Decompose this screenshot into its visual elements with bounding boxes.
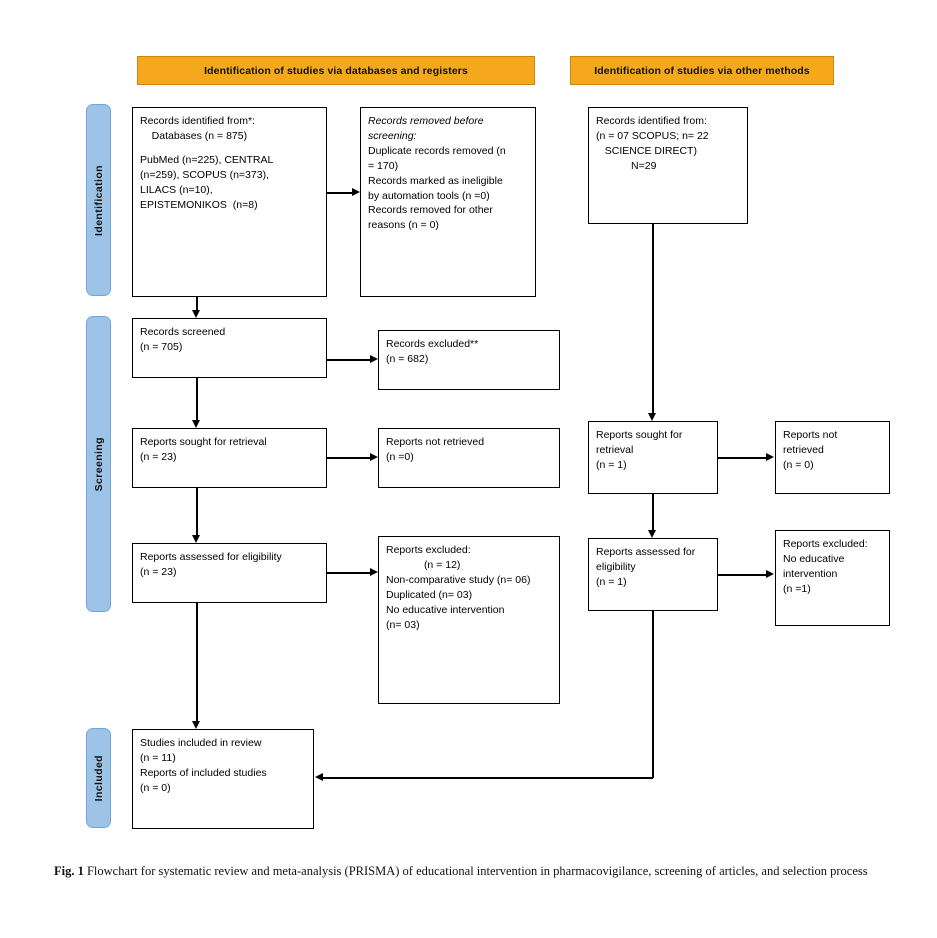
box-line: (n=259), SCOPUS (n=373), (140, 168, 269, 181)
box-line: Non-comparative study (n= 06) (386, 573, 531, 586)
box-line: Reports excluded: (386, 544, 471, 556)
box-line: (n = 23) (140, 450, 177, 463)
arrowhead-identified-to-removed (352, 188, 360, 196)
connector-other-sought-to-assessed (652, 494, 654, 530)
connector-other-assessed-to-included (323, 777, 653, 779)
header-other-methods-label: Identification of studies via other methods (594, 64, 810, 77)
box-line: screening: (368, 129, 417, 142)
box-records-removed (360, 107, 536, 297)
stage-label-included-text: Included (92, 754, 105, 802)
box-line: (n = 0) (140, 781, 171, 794)
box-line: reasons (n = 0) (368, 219, 439, 232)
box-line: (n = 07 SCOPUS; n= 22 (596, 129, 709, 142)
header-databases-registers (137, 56, 535, 85)
stage-label-identification-text: Identification (92, 164, 105, 236)
arrowhead-other-identified-to-sought (648, 413, 656, 421)
box-other-reports-not-retrieved (775, 421, 890, 494)
box-records-identified (132, 107, 327, 297)
box-reports-excluded (378, 536, 560, 704)
box-spacer (140, 144, 319, 153)
box-line: Records marked as ineligible (368, 174, 503, 187)
box-line: No educative intervention (386, 603, 505, 616)
figure-caption-text: Flowchart for systematic review and meta-analysis (PRISMA) of educational intervention in pharmacovigilance, screening of articles, and selection process (86, 864, 868, 878)
box-line: intervention (783, 567, 838, 580)
box-line: Records removed for other (368, 204, 493, 217)
box-line: Databases (n = 875) (140, 129, 248, 142)
box-line: (n = 12) (386, 558, 461, 571)
box-line: Reports assessed for (596, 546, 696, 558)
box-line: eligibility (596, 560, 636, 573)
box-line: Records identified from*: (140, 115, 255, 127)
box-line: PubMed (n=225), CENTRAL (140, 153, 274, 166)
box-line: retrieval (596, 443, 634, 456)
box-line: Records removed before (368, 115, 484, 127)
box-line: Studies included in review (140, 737, 262, 749)
box-reports-not-retrieved (378, 428, 560, 488)
connector-sought-to-not-retrieved (327, 457, 370, 459)
box-reports-sought-for-retrieval (132, 428, 327, 488)
box-line: Duplicated (n= 03) (386, 588, 473, 601)
connector-sought-to-assessed (196, 488, 198, 535)
arrowhead-assessed-to-excluded (370, 568, 378, 576)
stage-label-included (86, 728, 111, 828)
box-records-screened (132, 318, 327, 378)
box-line: (n = 11) (140, 751, 176, 764)
box-line: EPISTEMONIKOS (n=8) (140, 198, 258, 211)
box-line: retrieved (783, 443, 824, 456)
connector-other-sought-to-not-retrieved (718, 457, 766, 459)
box-line: Reports sought for retrieval (140, 436, 267, 448)
box-line: = 170) (368, 159, 399, 172)
figure-caption-label: Fig. 1 (54, 864, 84, 878)
box-line: (n = 1) (596, 575, 627, 588)
box-line: Reports assessed for eligibility (140, 551, 282, 563)
box-other-reports-assessed (588, 538, 718, 611)
box-line: Reports sought for (596, 429, 683, 441)
arrowhead-identified-to-screened (192, 310, 200, 318)
box-records-excluded (378, 330, 560, 390)
box-line: (n= 03) (386, 618, 420, 631)
box-line: (n = 23) (140, 565, 177, 578)
arrowhead-other-assessed-to-included (315, 773, 323, 781)
box-reports-assessed-for-eligibility (132, 543, 327, 603)
box-other-reports-excluded (775, 530, 890, 626)
figure-caption (54, 862, 899, 881)
stage-label-identification (86, 104, 111, 296)
arrowhead-other-sought-to-assessed (648, 530, 656, 538)
box-line: (n =1) (783, 582, 811, 595)
box-line: (n = 0) (783, 458, 814, 471)
connector-other-assessed-to-excluded (718, 574, 766, 576)
box-line: Reports not (783, 429, 838, 441)
box-line: (n = 682) (386, 352, 429, 365)
connector-screened-to-excluded (327, 359, 370, 361)
box-other-records-identified (588, 107, 748, 224)
box-line: Reports of included studies (140, 766, 267, 779)
box-other-reports-sought (588, 421, 718, 494)
box-line: N=29 (596, 159, 657, 172)
box-line: Records identified from: (596, 115, 707, 127)
arrowhead-other-sought-to-not-retrieved (766, 453, 774, 461)
box-line: No educative (783, 552, 845, 565)
connector-identified-to-removed (327, 192, 352, 194)
arrowhead-assessed-to-included (192, 721, 200, 729)
arrowhead-screened-to-sought (192, 420, 200, 428)
box-line: (n = 1) (596, 458, 627, 471)
box-line: Reports excluded: (783, 538, 868, 550)
arrowhead-sought-to-not-retrieved (370, 453, 378, 461)
header-databases-registers-label: Identification of studies via databases and registers (204, 64, 468, 77)
arrowhead-sought-to-assessed (192, 535, 200, 543)
arrowhead-screened-to-excluded (370, 355, 378, 363)
box-line: (n =0) (386, 450, 414, 463)
box-line: (n = 705) (140, 340, 183, 353)
box-studies-included (132, 729, 314, 829)
box-line: Duplicate records removed (n (368, 144, 506, 157)
box-line: SCIENCE DIRECT) (596, 144, 697, 157)
arrowhead-other-assessed-to-excluded (766, 570, 774, 578)
connector-screened-to-sought (196, 378, 198, 420)
box-line: by automation tools (n =0) (368, 189, 490, 202)
stage-label-screening-text: Screening (92, 436, 105, 492)
connector-identified-to-screened (196, 297, 198, 310)
stage-label-screening (86, 316, 111, 612)
box-line: Records screened (140, 326, 226, 338)
connector-other-assessed-down (652, 611, 654, 778)
box-line: LILACS (n=10), (140, 183, 213, 196)
connector-assessed-to-included (196, 603, 198, 721)
box-line: Records excluded** (386, 338, 479, 350)
header-other-methods (570, 56, 834, 85)
connector-assessed-to-excluded (327, 572, 370, 574)
connector-other-identified-to-sought (652, 224, 654, 413)
box-line: Reports not retrieved (386, 436, 485, 448)
